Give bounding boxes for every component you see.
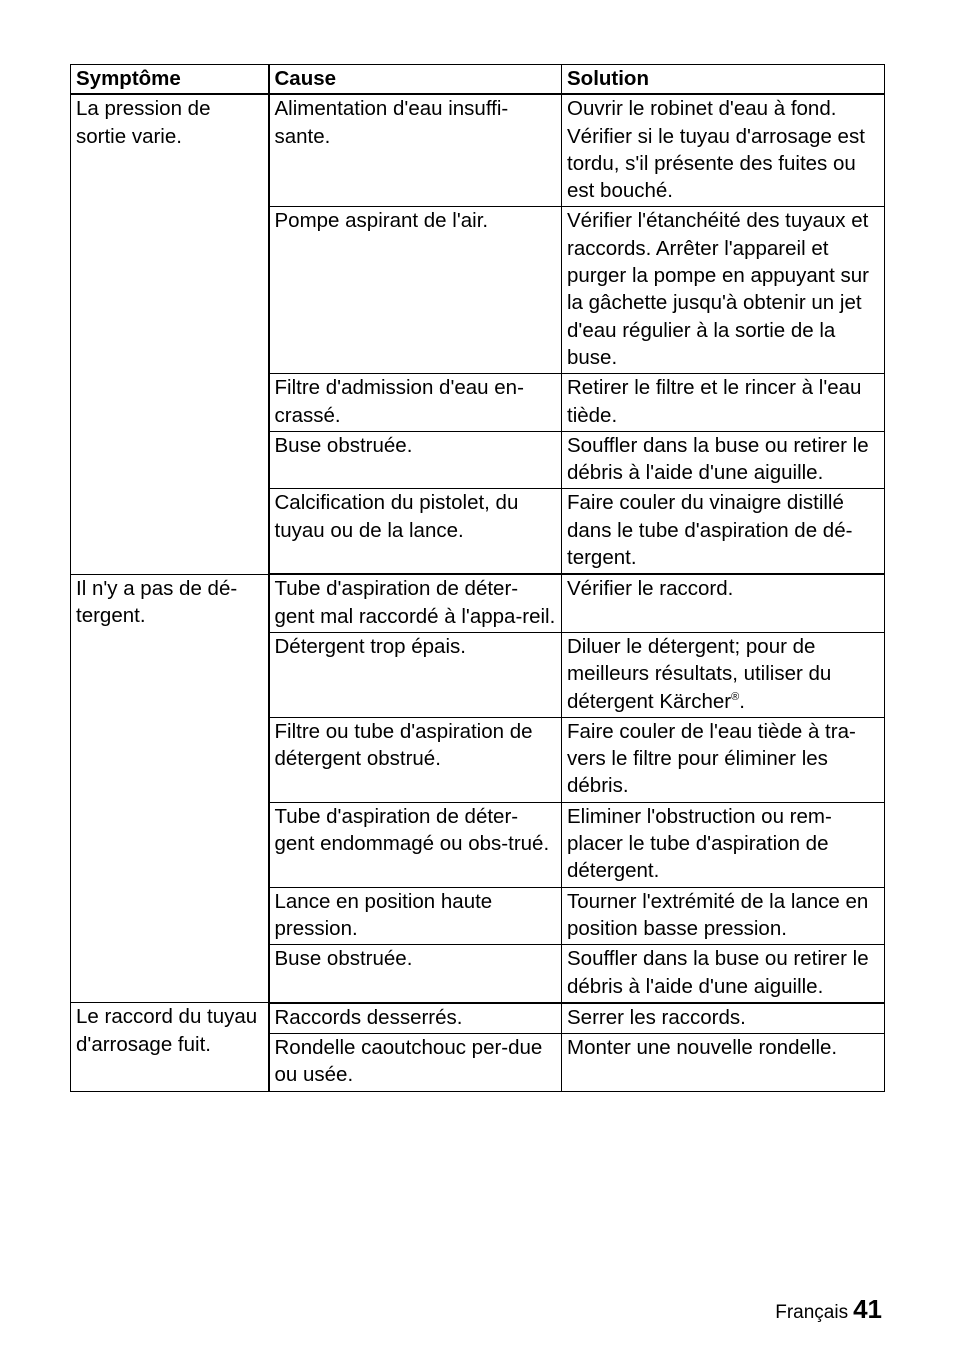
symptom-cell: Il n'y a pas de dé-tergent.: [71, 574, 269, 1002]
solution-cell: Vérifier le raccord.: [562, 574, 885, 632]
solution-cell: Tourner l'extrémité de la lance en position basse pression.: [562, 887, 885, 945]
symptom-cell: Le raccord du tuyau d'arrosage fuit.: [71, 1003, 269, 1091]
cause-cell: Filtre d'admission d'eau en-crassé.: [269, 374, 562, 432]
cause-cell: Buse obstruée.: [269, 431, 562, 489]
cause-cell: Tube d'aspiration de déter-gent mal raccordé à l'appa-reil.: [269, 574, 562, 632]
solution-cell: Eliminer l'obstruction ou rem-placer le tube d'aspiration de détergent.: [562, 802, 885, 887]
solution-cell: Faire couler de l'eau tiède à tra-vers le filtre pour éliminer les débris.: [562, 717, 885, 802]
page-number: 41: [853, 1294, 882, 1324]
symptom-cell: La pression de sortie varie.: [71, 94, 269, 574]
solution-cell: [562, 632, 885, 717]
cause-cell: Raccords desserrés.: [269, 1003, 562, 1034]
solution-cell: Ouvrir le robinet d'eau à fond. Vérifier si le tuyau d'arrosage est tordu, s'il présente des fuites ou est bouché.: [562, 94, 885, 207]
table-row: [71, 1003, 885, 1034]
cause-cell: Buse obstruée.: [269, 945, 562, 1003]
solution-text-tail: .: [739, 689, 745, 713]
table-row: [71, 574, 885, 632]
cause-cell: Filtre ou tube d'aspiration de détergent obstrué.: [269, 717, 562, 802]
page-footer: [775, 1294, 882, 1328]
header-solution: Solution: [562, 65, 885, 95]
solution-cell: Faire couler du vinaigre distillé dans le tube d'aspiration de dé-tergent.: [562, 489, 885, 574]
table-row: [71, 94, 885, 207]
registered-mark: ®: [731, 690, 740, 703]
solution-cell: Monter une nouvelle rondelle.: [562, 1034, 885, 1092]
cause-cell: Alimentation d'eau insuffi-sante.: [269, 94, 562, 207]
cause-cell: Calcification du pistolet, du tuyau ou de la lance.: [269, 489, 562, 574]
solution-text: Diluer le détergent; pour de meilleurs résultats, utiliser du détergent Kärcher: [567, 634, 832, 713]
troubleshooting-table: [70, 64, 885, 1092]
header-symptom: Symptôme: [71, 65, 269, 95]
solution-cell: Vérifier l'étanchéité des tuyaux et raccords. Arrêter l'appareil et purger la pompe en appuyant sur la gâchette jusqu'à obtenir un jet d'eau régulier à la sortie de la buse.: [562, 207, 885, 374]
solution-cell: Souffler dans la buse ou retirer le débris à l'aide d'une aiguille.: [562, 431, 885, 489]
cause-cell: Détergent trop épais.: [269, 632, 562, 717]
cause-cell: Rondelle caoutchouc per-due ou usée.: [269, 1034, 562, 1092]
header-cause: Cause: [269, 65, 562, 95]
solution-cell: Souffler dans la buse ou retirer le débris à l'aide d'une aiguille.: [562, 945, 885, 1003]
solution-cell: Serrer les raccords.: [562, 1003, 885, 1034]
cause-cell: Lance en position haute pression.: [269, 887, 562, 945]
cause-cell: Tube d'aspiration de déter-gent endommagé ou obs-trué.: [269, 802, 562, 887]
footer-language: Français: [775, 1302, 849, 1323]
cause-cell: Pompe aspirant de l'air.: [269, 207, 562, 374]
solution-cell: Retirer le filtre et le rincer à l'eau tiède.: [562, 374, 885, 432]
table-header-row: [71, 65, 885, 95]
